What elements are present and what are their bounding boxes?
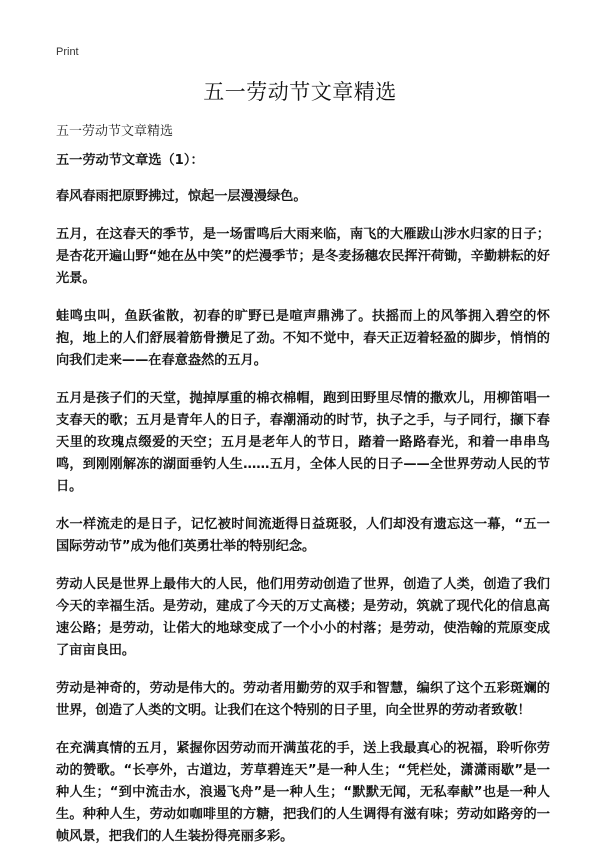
paragraph: 春风春雨把原野拂过，惊起一层漫漫绿色。 xyxy=(56,189,307,204)
paragraph: 蛙鸣虫叫，鱼跃雀散，初春的旷野已是喧声鼎沸了。扶摇而上的风筝拥入碧空的怀抱，地上的人们舒展着筋骨攒足了劲。不知不觉中，春天正迈着轻盈的脚步，悄悄的向我们走来——在春意盎然的五月。 xyxy=(56,309,550,368)
document-subtitle: 五一劳动节文章精选 xyxy=(56,124,174,139)
paragraph: 劳动是神奇的，劳动是伟大的。劳动者用勤劳的双手和智慧，编织了这个五彩斑斓的世界，创造了人类的文明。让我们在这个特别的日子里，向全世界的劳动者致敬！ xyxy=(56,681,550,718)
paragraph: 在充满真情的五月，紧握你因劳动而开满茧花的手，送上我最真心的祝福，聆听你劳动的赞歌。“长亭外，古道边，芳草碧连天”是一种人生；“凭栏处，潇潇雨歇”是一种人生；“到中流击水，浪遏飞舟”是一种人生；“默默无闻，无私奉献”也是一种人生。种种人生，劳动如咖啡里的方糖，把我们的人生调得有滋有味；劳动如路旁的一帧风景，把我们的人生装扮得亮丽多彩。 xyxy=(56,741,550,844)
print-link[interactable]: Print xyxy=(56,46,79,58)
document-title: 五一劳动节文章精选 xyxy=(203,80,397,104)
section-heading: 五一劳动节文章选（1）： xyxy=(56,153,204,168)
paragraph: 劳动人民是世界上最伟大的人民，他们用劳动创造了世界，创造了人类，创造了我们今天的幸福生活。是劳动，建成了今天的万丈高楼；是劳动，筑就了现代化的信息高速公路；是劳动，让偌大的地球变成了一个小小的村落；是劳动，使浩翰的荒原变成了亩亩良田。 xyxy=(56,577,550,658)
paragraph: 五月，在这春天的季节，是一场雷鸣后大雨来临，南飞的大雁跋山涉水归家的日子；是杏花开遍山野“她在丛中笑”的烂漫季节；是冬麦扬穗农民挥汗荷锄，辛勤耕耘的好光景。 xyxy=(56,227,550,286)
paragraph: 五月是孩子们的天堂，抛掉厚重的棉衣棉帽，跑到田野里尽情的撒欢儿，用柳笛唱一支春天的歌；五月是青年人的日子，春潮涌动的时节，执子之手，与子同行，撷下春天里的玫瑰点缀爱的天空；五月是老年人的节日，踏着一路路春光，和着一串串鸟鸣，到刚刚解冻的湖面垂钓人生……五月，全体人民的日子——全世界劳动人民的节日。 xyxy=(56,391,550,494)
paragraph: 水一样流走的是日子，记忆被时间流逝得日益斑驳，人们却没有遗忘这一幕，“五一国际劳动节”成为他们英勇壮举的特别纪念。 xyxy=(56,517,550,554)
article-body xyxy=(56,150,550,864)
